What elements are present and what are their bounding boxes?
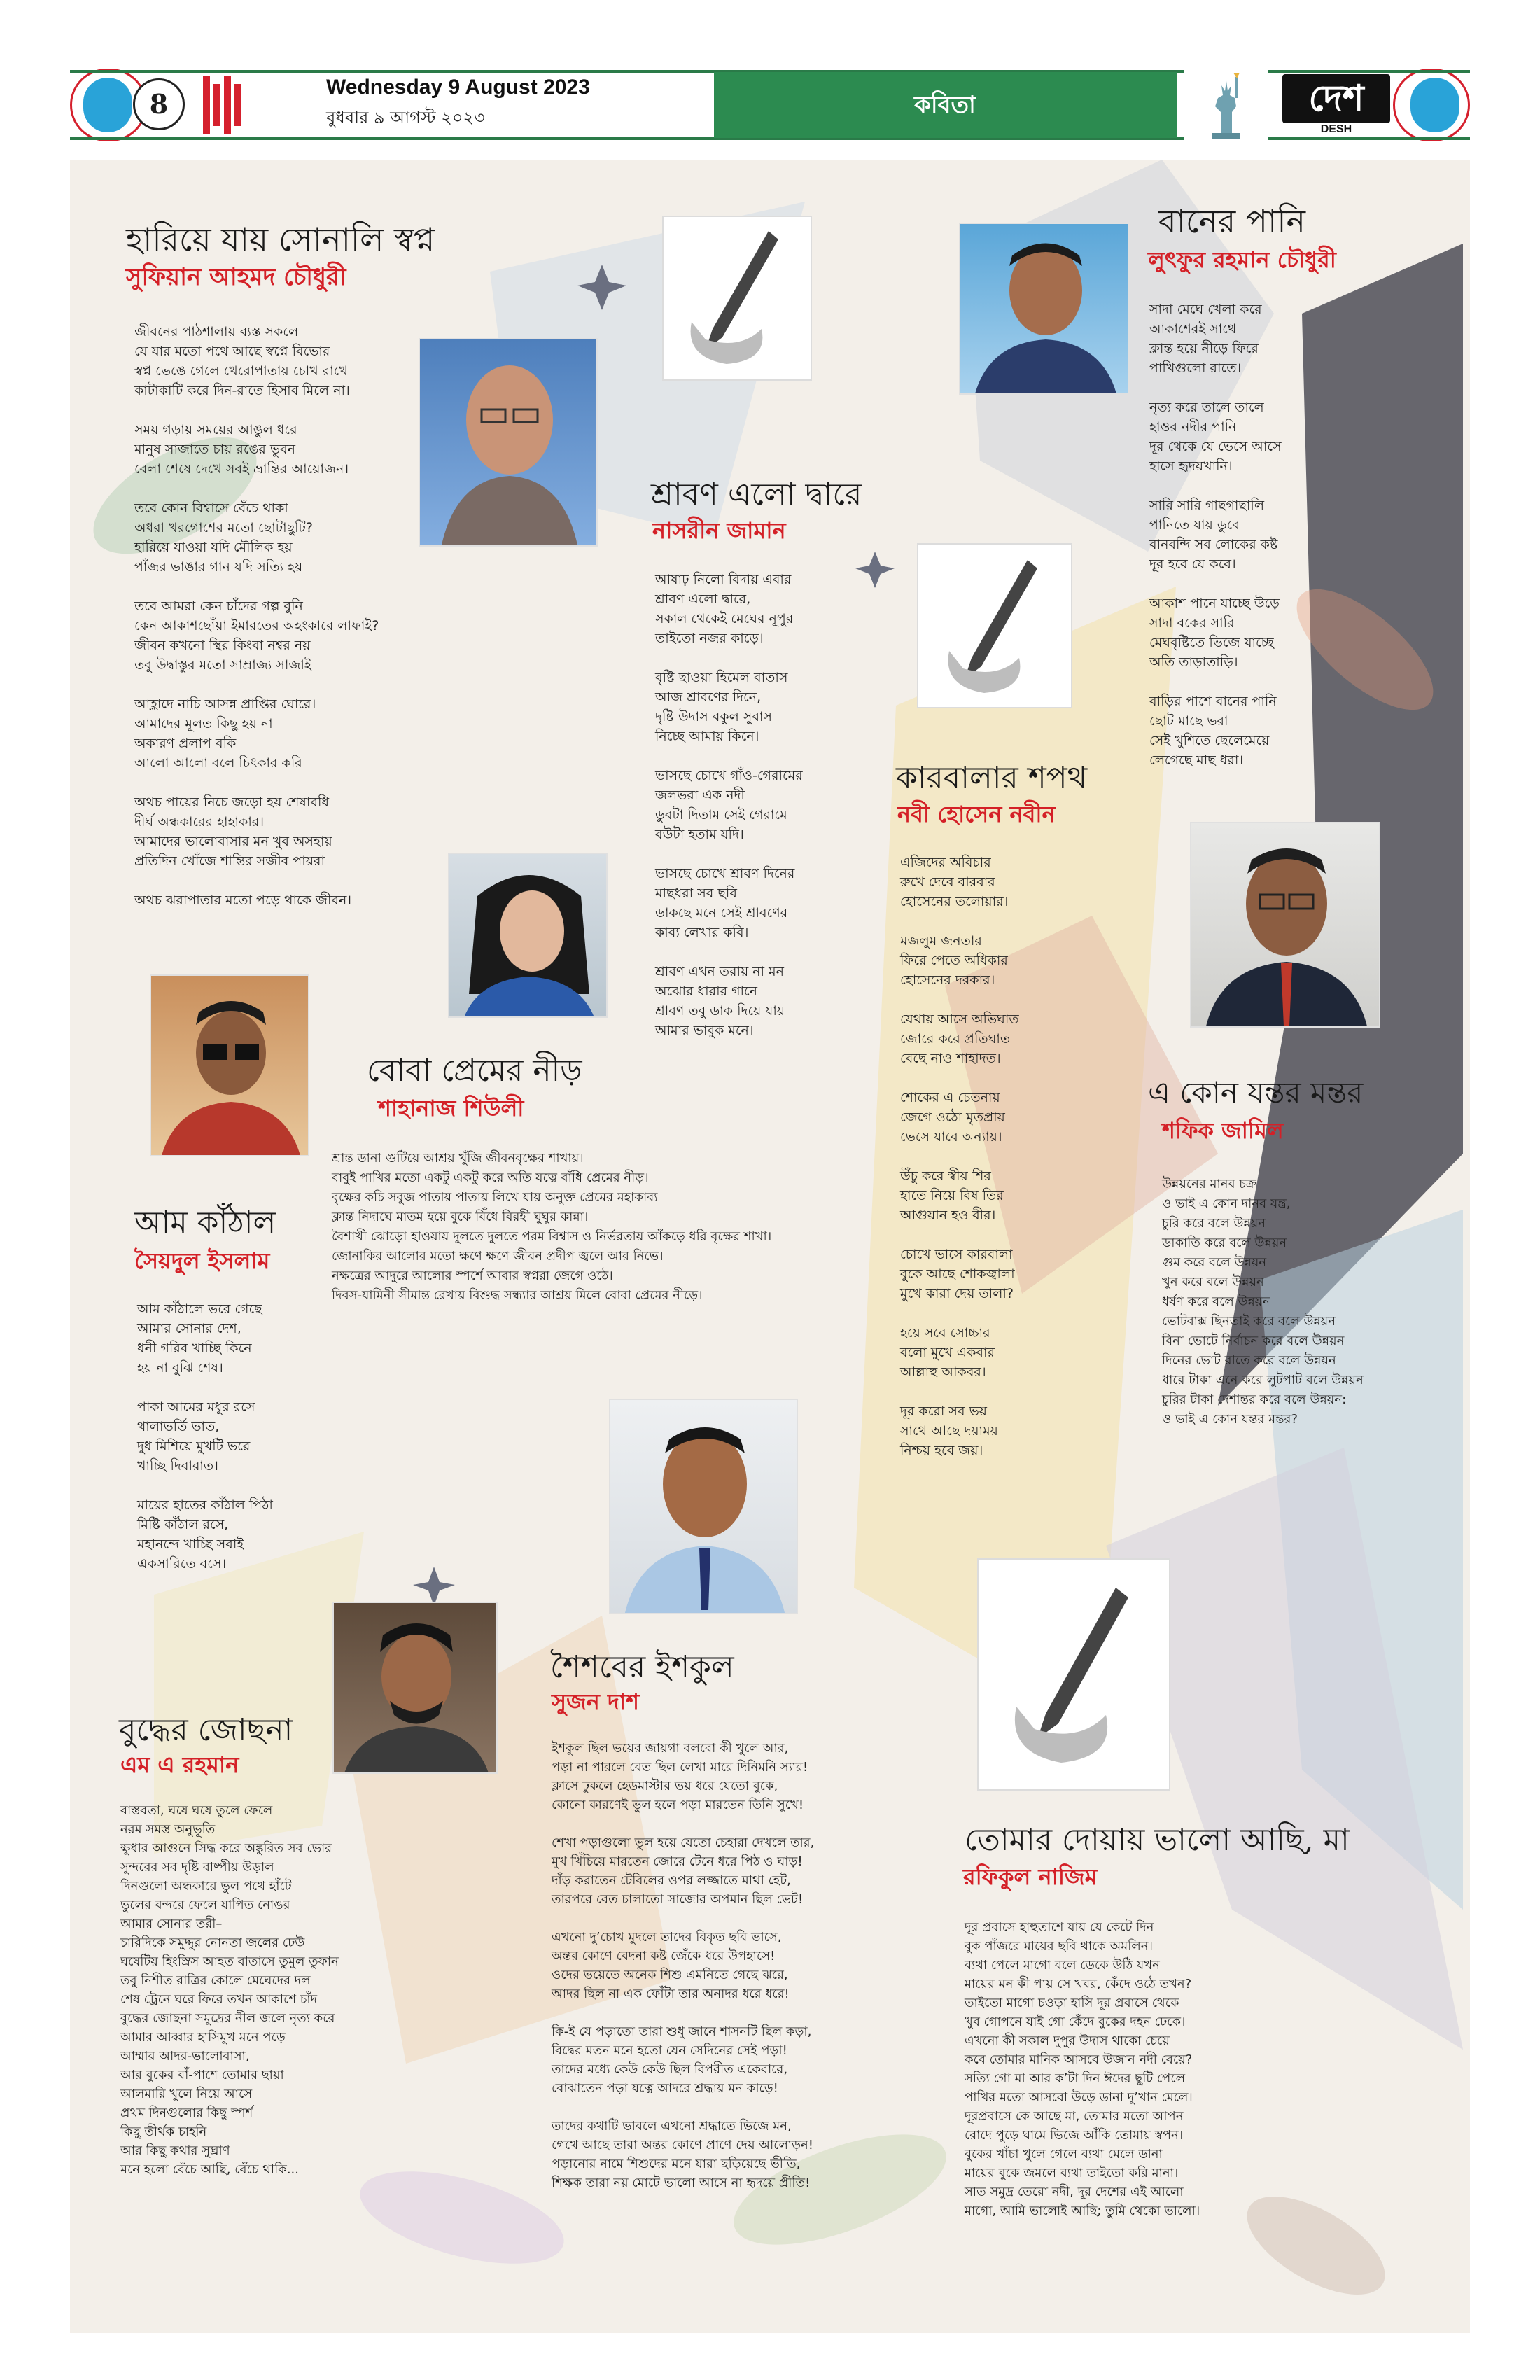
poem-title: বোবা প্রেমের নীড় [367, 1053, 582, 1088]
statue-of-liberty-icon [1184, 70, 1268, 140]
pen-sketch-icon [664, 217, 811, 379]
author-photo [609, 1399, 798, 1614]
poem-author: নবী হোসেন নবীন [897, 801, 1056, 827]
poem-title: তোমার দোয়ায় ভালো আছি, মা [965, 1822, 1350, 1858]
portrait-icon [151, 976, 309, 1156]
poem-title: শৈশবের ইশকুল [550, 1649, 734, 1685]
desh-logo-sub: DESH [1320, 123, 1352, 135]
poem-body: আম কাঁঠালে ভরে গেছে আমার সোনার দেশ, ধনী গরিব খাচ্ছি কিনে হয় না বুঝি শেষ। পাকা আমের মধুর রসে থালাভর্তি ভাত, দুধ মিশিয়ে মুখটি ভরে খাচ্ছি দিবারাত। মায়ের হাতের কাঁঠাল পিঠা মিষ্টি কাঁঠাল রসে, মহানন্দে খাচ্ছি সবাই একসারিতে বসে। [137, 1301, 273, 1572]
poem-body: উন্নয়নের মানব চক্র ও ভাই এ কোন দানব যন্ত্র, চুরি করে বলে উন্নয়ন ডাকাতি করে বলে উন্নয়ন গুম করে বলে উন্নয়ন খুন করে বলে উন্নয়ন ধর্ষণ করে বলে উন্নয়ন ভোটবাক্স ছিনতাই করে বলে উন্নয়ন বিনা ভোটে নির্বাচন করে বলে উন্নয়ন দিনের ভোট রাতে করে বলে উন্নয়ন ধারে টাকা এনে করে লুটপাট বলে উন্নয়ন চুরির টাকা দেশান্তর করে বলে উন্নয়ন: ও ভাই এ কোন যন্তর মন্তর? [1162, 1177, 1364, 1427]
desh-logo-text: দেশ [1282, 74, 1390, 123]
poem-author: সৈয়দুল ইসলাম [134, 1247, 270, 1274]
date-english: Wednesday 9 August 2023 [326, 76, 590, 99]
pen-sketch [662, 216, 812, 381]
author-photo [332, 1602, 498, 1774]
author-photo [448, 853, 608, 1018]
poem-author: লুৎফুর রহমান চৌধুরী [1148, 246, 1336, 273]
author-photo [150, 974, 309, 1156]
section-title: কবিতা [914, 91, 976, 119]
date-bengali: বুধবার ৯ আগস্ট ২০২৩ [326, 108, 485, 127]
poem-body: দূর প্রবাসে হাহুতাশে যায় যে কেটে দিন বুক পাঁজরে মায়ের ছবি থাকে অমলিন। ব্যথা পেলে মাগো বলে ডেকে উঠি যখন মায়ের মন কী পায় সে খবর, কেঁদে ওঠে তখন? তাইতো মাগো চওড়া হাসি দূর প্রবাসে থেকে খুব গোপনে যাই গো কেঁদে বুকের দহন ঢেকে। এখনো কী সকাল দুপুর উদাস থাকো চেয়ে কবে তোমার মানিক আসবে উজান নদী বেয়ে? সত্যি গো মা আর ক’টা দিন ঈদের ছুটি পেলে পাখির মতো আসবো উড়ে ডানা দু’খান মেলে। দূরপ্রবাসে কে আছে মা, তোমার মতো আপন রোদে পুড়ে ঘামে ভিজে আঁকি তোমায় স্বপন। বুকের খাঁচা খুলে গেলে ব্যথা মেলে ডানা মায়ের বুকে জমলে ব্যথা তাইতো করি মানা। সাত সমুদ্র তেরো নদী, দূর দেশের এই আলো মাগো, আমি ভালোই আছি; তুমি থেকো ভালো। [965, 1920, 1200, 2218]
poem-title: বুদ্ধের জোছনা [119, 1712, 293, 1748]
poem-body: শ্রান্ত ডানা গুটিয়ে আশ্রয় খুঁজি জীবনবৃক্ষের শাখায়। বাবুই পাখির মতো একটু একটু করে অতি যত্নে বাঁধি প্রেমের নীড়। বৃক্ষের কচি সবুজ পাতায় পাতায় লিখে যায় অনুক্ত প্রেমের মহাকাব্য ক্লান্ত নিদাঘে মাতম হয়ে বুকে বিঁধে বিরহী ঘুঘুর কান্না। বৈশাখী ঝোড়ো হাওয়ায় দুলতে দুলতে পরম বিশ্বাস ও নির্ভরতায় আঁকড়ে ধরি বৃক্ষের শাখা। জোনাকির আলোর মতো ক্ষণে ক্ষণে জীবন প্রদীপ জ্বলে আর নিভে। নক্ষত্রের আদুরে আলোর স্পর্শে আবার স্বপ্নরা জেগে ওঠে। দিবস-যামিনী সীমান্ত রেখায় বিশুদ্ধ সন্ধ্যার আশ্রয় মিলে বোবা প্রেমের নীড়ে। [332, 1151, 772, 1303]
portrait-icon [449, 854, 608, 1018]
author-photo [959, 223, 1130, 395]
poem-author: এম এ রহমান [120, 1751, 239, 1778]
poem-title: হারিয়ে যায় সোনালি স্বপ্ন [126, 220, 435, 258]
brand-stripes [203, 76, 242, 134]
poem-author: শফিক জামিল [1162, 1117, 1284, 1144]
pen-sketch [917, 543, 1072, 708]
poem-title: বানের পানি [1158, 202, 1306, 240]
poem-author: রফিকুল নাজিম [963, 1863, 1098, 1890]
pen-sketch-icon [979, 1560, 1169, 1789]
poem-title: আম কাঁঠাল [134, 1205, 276, 1240]
poem-author: সুজন দাশ [552, 1688, 640, 1715]
pen-sketch-icon [918, 545, 1071, 707]
portrait-icon [960, 224, 1130, 395]
portrait-icon [1191, 823, 1380, 1028]
poetry-page [70, 160, 1470, 2333]
poem-body: জীবনের পাঠশালায় ব্যস্ত সকলে যে যার মতো পথে আছে স্বপ্নে বিভোর স্বপ্ন ভেঙে গেলে খেরোপাতায় চোখ রাখে কাটাকাটি করে দিন-রাতে হিসাব মিলে না। সময় গড়ায় সময়ের আঙুল ধরে মানুষ সাজাতে চায় রঙের ভুবন বেলা শেষে দেখে সবই ভ্রান্তির আয়োজন। তবে কোন বিশ্বাসে বেঁচে থাকা অধরা খরগোশের মতো ছোটাছুটি? হারিয়ে যাওয়া যদি মৌলিক হয় পাঁজর ভাঙার গান যদি সত্যি হয় তবে আমরা কেন চাঁদের গল্প বুনি কেন আকাশছোঁয়া ইমারতের অহংকারে লাফাই? জীবন কখনো স্থির কিংবা নশ্বর নয় তবু উদ্বাস্তুর মতো সাম্রাজ্য সাজাই আহ্লাদে নাচি আসন্ন প্রাপ্তির ঘোরে। আমাদের মূলত কিছু হয় না অকারণ প্রলাপ বকি আলো আলো বলে চিৎকার করি অথচ পায়ের নিচে জড়ো হয় শেষাবধি দীর্ঘ অন্ধকারের হাহাকার। আমাদের ভালোবাসার মন খুব অসহায় প্রতিদিন খোঁজে শান্তির সজীব পায়রা অথচ ঝরাপাতার মতো পড়ে থাকে জীবন। [134, 324, 379, 908]
portrait-icon [334, 1603, 498, 1774]
poem-body: সাদা মেঘে খেলা করে আকাশেরই সাথে ক্লান্ত হয়ে নীড়ে ফিরে পাখিগুলো রাতে। নৃত্য করে তালে তালে হাওর নদীর পানি দূর থেকে যে ভেসে আসে হাসে হৃদয়খানি। সারি সারি গাছগাছালি পানিতে যায় ডুবে বানবন্দি সব লোকের কষ্ট দূর হবে যে কবে। আকাশ পানে যাচ্ছে উড়ে সাদা বকের সারি মেঘবৃষ্টিতে ভিজে যাচ্ছে অতি তাড়াতাড়ি। বাড়ির পাশে বানের পানি ছোট মাছে ভরা সেই খুশিতে ছেলেমেয়ে লেগেছে মাছ ধরা। [1149, 302, 1282, 768]
author-photo [1190, 822, 1380, 1028]
poem-title: শ্রাবণ এলো দ্বারে [651, 477, 862, 512]
portrait-icon [610, 1400, 798, 1614]
page-number: 8 [133, 78, 185, 130]
poem-body: ইশকুল ছিল ভয়ের জায়গা বলবো কী খুলে আর, পড়া না পারলে বেত ছিল লেখা মারে দিনিমনি স্যার! ক্লাসে ঢুকলে হেডমাস্টার ভয় ধরে যেতো বুকে, কোনো কারণেই ভুল হলে পড়া মারতেন তিনি সুখে! শেখা পড়াগুলো ভুল হয়ে যেতো চেহারা দেখলে তার, মুখ খিঁচিয়ে মারতেন জোরে টেনে ধরে পিঠ ও ঘাড়! দাঁড় করাতেন টেবিলের ওপর লজ্জাতে মাথা হেট, তারপরে বেত চালাতো সাজোর অপমান ছিল ভেট! এখনো দু’চোখ মুদলে তাদের বিকৃত ছবি ভাসে, অন্তর কোণে বেদনা কষ্ট জেঁকে ধরে উপহাসে! ওদের ভয়েতে অনেক শিশু এমনিতে গেছে ঝরে, আদর ছিল না এক ফোঁটা তার অনাদর ধরে ধরে! কি-ই যে পড়াতো তারা শুধু জানে শাসনটি ছিল কড়া, বিদ্বের মতন মনে হতো যেন সেদিনের সেই পড়া! তাদের মধ্যে কেউ কেউ ছিল বিপরীত একেবারে, বোঝাতেন পড়া যত্নে আদরে শ্রদ্ধায় মন কাড়ে! তাদের কথাটি ভাবলে এখনো শ্রদ্ধাতে ভিজে মন, গেথে আছে তারা অন্তর কোণে প্রাণে দেয় আলোড়ন! পড়ানোর নামে শিশুদের মনে যারা ছড়িয়েছে ভীতি, শিক্ষক তারা নয় মোটে ভালো আসে না হৃদয়ে প্রীতি! [552, 1741, 815, 2190]
poem-author: সুফিয়ান আহমদ চৌধুরী [126, 263, 346, 291]
portrait-icon [420, 340, 598, 547]
poem-body: আষাঢ় নিলো বিদায় এবার শ্রাবণ এলো দ্বারে, সকাল থেকেই মেঘের নূপুর তাইতো নজর কাড়ে। বৃষ্টি ছাওয়া হিমেল বাতাস আজ শ্রাবণের দিনে, দৃষ্টি উদাস বকুল সুবাস নিচ্ছে আমায় কিনে। ভাসছে চোখে গাঁও-গেরামের জলভরা এক নদী ডুবটা দিতাম সেই গেরামে বউটা হতাম যদি। ভাসছে চোখে শ্রাবণ দিনের মাছধরা সব ছবি ডাকছে মনে সেই শ্রাবণের কাব্য লেখার কবি। শ্রাবণ এখন তরায় না মন অঝোর ধারার গানে শ্রাবণ তবু ডাক দিয়ে যায় আমার ভাবুক মনে। [655, 572, 803, 1038]
poem-title: এ কোন যন্তর মন্তর [1148, 1075, 1364, 1110]
poem-author: নাসরীন জামান [652, 517, 786, 544]
poem-title: কারবালার শপথ [896, 760, 1088, 796]
desh-logo [1280, 70, 1393, 140]
poem-body: বাস্তবতা, ঘষে ঘষে তুলে ফেলে নরম সমস্ত অনুভূতি ক্ষুধার আগুনে সিদ্ধ করে অঙ্কুরিত সব ভোর সুন্দরের সব দৃষ্টি বাষ্পীয় উড়াল দিনগুলো অন্ধকারে ভুল পথে হাঁটে ভুলের বন্দরে ফেলে যাপিত নোঙর আমার সোনার তরী– চারিদিকে সমুদ্দুর নোনতা জলের ঢেউ ঘষেটিয় হিংস্রিস আহত বাতাসে তুমুল তুফান তবু নিশীত রাত্রির কোলে মেঘেদের দল শেষ ট্রেনে ঘরে ফিরে তখন আকাশে চাঁদ বুদ্ধের জোছনা সমুদ্রের নীল জলে নৃত্য করে আমার আব্বার হাসিমুখ মনে পড়ে আম্মার আদর-ভালোবাসা, আর বুকের বাঁ-পাশে তোমার ছায়া আলমারি খুলে নিয়ে আসে প্রথম দিনগুলোর কিছু স্পর্শ কিছু তীর্থক চাহনি আর কিছু কথার সুঘ্রাণ মনে হলো বেঁচে আছি, বেঁচে থাকি... [120, 1803, 339, 2177]
pen-sketch [977, 1558, 1170, 1791]
poem-body: এজিদের অবিচার রুখে দেবে বারবার হোসেনের তলোয়ার। মজলুম জনতার ফিরে পেতে অধিকার হোসেনের দরকার। যেথায় আসে অভিঘাত জোরে করে প্রতিঘাত বেছে নাও শাহাদত। শোকের এ চেতনায় জেগে ওঠো মৃতপ্রায় ভেসে যাবে অন্যায়। উঁচু করে স্বীয় শির হাতে নিয়ে বিষ তির আগুয়ান হও বীর। চোখে ভাসে কারবালা বুকে আছে শোকজ্বালা মুখে কারা দেয় তালা? হয়ে সবে সোচ্চার বলো মুখে একবার আল্লাহু আকবর। দূর করো সব ভয় সাথে আছে দয়াময় নিশ্চয় হবে জয়। [900, 855, 1019, 1458]
author-photo [419, 338, 598, 547]
poem-author: শাহানাজ শিউলী [378, 1095, 524, 1121]
